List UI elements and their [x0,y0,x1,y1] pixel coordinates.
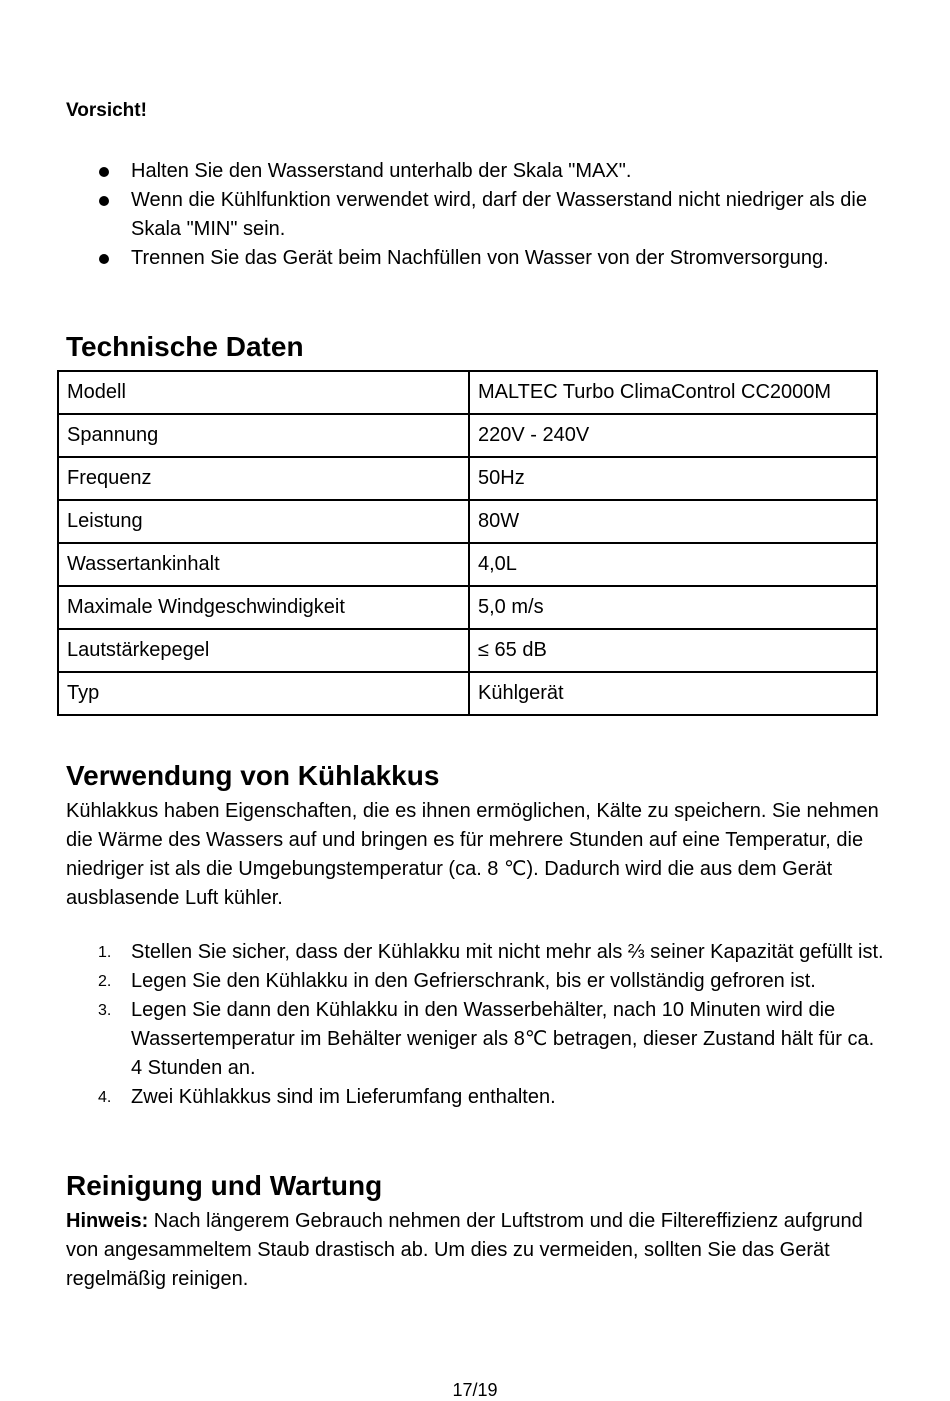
table-row: Wassertankinhalt 4,0L [58,543,877,586]
note-label: Hinweis: [66,1210,149,1232]
caution-list [66,157,886,273]
list-item: 1. Stellen Sie sicher, dass der Kühlakku mit nicht mehr als ⅔ seiner Kapazität gefüllt ist. [98,941,884,963]
table-row: Lautstärkepegel ≤ 65 dB [58,629,877,672]
note-text: Nach längerem Gebrauch nehmen der Luftstrom und die Filtereffizienz aufgrund von angesammeltem Staub drastisch ab. Um dies zu vermeiden, sollten Sie das Gerät regelmäßig reinigen. [66,1210,863,1290]
tech-data-heading: Technische Daten [66,331,304,362]
list-item: Trennen Sie das Gerät beim Nachfüllen von Wasser von der Stromversorgung. [66,244,886,273]
list-item: Halten Sie den Wasserstand unterhalb der Skala "MAX". [66,157,886,186]
cooling-steps-list [66,938,886,1112]
table-row: Typ Kühlgerät [58,672,877,715]
bullet-icon [99,196,109,206]
list-item: Wenn die Kühlfunktion verwendet wird, darf der Wasserstand nicht niedriger als die Skala "MIN" sein. [66,186,886,244]
cooling-packs-heading: Verwendung von Kühlakkus [66,760,440,791]
caution-title: Vorsicht! [66,100,147,121]
cooling-paragraph: Kühlakkus haben Eigenschaften, die es ihnen ermöglichen, Kälte zu speichern. Sie nehmen die Wärme des Wassers auf und bringen es für mehrere Stunden auf eine Temperatur, die niedriger ist als die Umgebungstemperatur (ca. 8 ℃). Dadurch wird die aus dem Gerät ausblasende Luft kühler. [66,800,879,909]
table-row: Maximale Windgeschwindigkeit 5,0 m/s [58,586,877,629]
cleaning-paragraph [66,1207,886,1294]
list-item: 2. Legen Sie den Kühlakku in den Gefrierschrank, bis er vollständig gefroren ist. [98,970,816,992]
list-item: 3. Legen Sie dann den Kühlakku in den Wasserbehälter, nach 10 Minuten wird die Wassertemperatur im Behälter weniger als 8℃ betragen, dieser Zustand hält für ca. 4 Stunden an. [98,999,875,1079]
bullet-icon [99,167,109,177]
specs-table [57,370,878,716]
table-row: Frequenz 50Hz [58,457,877,500]
page-number: 17/19 [452,1380,498,1400]
table-row: Modell MALTEC Turbo ClimaControl CC2000M [58,371,877,414]
cleaning-heading: Reinigung und Wartung [66,1170,383,1201]
bullet-icon [99,254,109,264]
table-row: Leistung 80W [58,500,877,543]
list-item: 4. Zwei Kühlakkus sind im Lieferumfang enthalten. [98,1086,556,1108]
table-row: Spannung 220V - 240V [58,414,877,457]
